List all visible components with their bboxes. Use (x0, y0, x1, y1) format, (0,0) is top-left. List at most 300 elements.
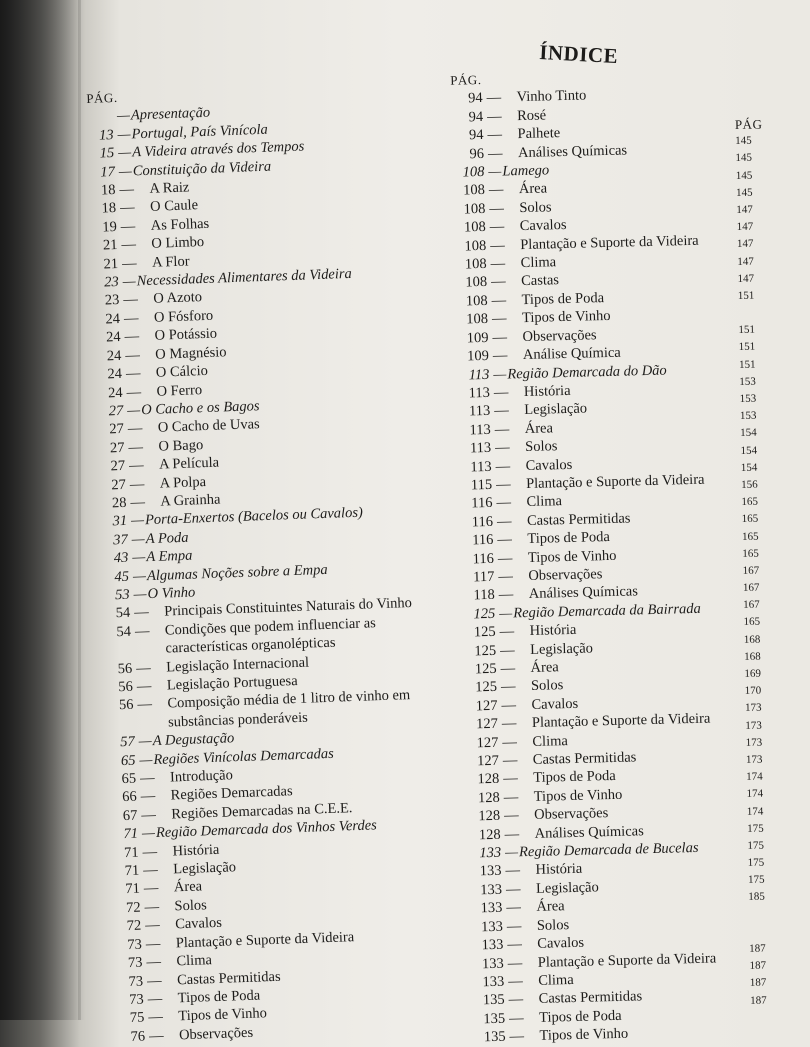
subsection-title: O Azoto (145, 289, 202, 309)
subsection-title: Vinho Tinto (508, 87, 586, 107)
page-number: 19 (90, 218, 121, 237)
dash-separator: — (491, 291, 513, 310)
dash-separator: — (149, 1026, 172, 1045)
page-number: 170 (745, 683, 762, 700)
subsection-title: Palhete (509, 124, 560, 144)
dash-separator: — (499, 604, 513, 623)
page-number: 109 (446, 328, 492, 348)
page-number: 165 (742, 545, 759, 562)
page-number: 21 (91, 236, 122, 255)
page-number: 125 (454, 641, 500, 661)
page-number: 71 (114, 880, 145, 899)
dash-separator: — (128, 438, 151, 457)
page-number: 27 (99, 457, 130, 476)
page-number: 24 (95, 346, 126, 365)
dash-separator: — (507, 935, 529, 954)
page-number: 151 (738, 288, 755, 305)
subsection-title: Área (528, 897, 565, 916)
subsection-title: Castas Permitidas (525, 748, 637, 769)
subsection-title: Tipos de Poda (169, 986, 260, 1008)
page-number: 13 (87, 126, 118, 145)
page-number: 116 (451, 531, 497, 551)
dash-separator: — (492, 310, 514, 329)
dash-separator: — (133, 585, 148, 604)
dash-separator: — (490, 236, 512, 255)
index-column-2 (440, 65, 764, 1047)
subsection-title: Clima (168, 951, 212, 971)
pag-header: PÁG. (440, 65, 740, 91)
subsection-title: substâncias ponderáveis (160, 708, 308, 732)
dash-separator: — (495, 457, 517, 476)
page-number: 28 (100, 494, 131, 513)
subsection-title: Legislação Internacional (158, 653, 309, 677)
subsection-title: A Flor (144, 252, 190, 272)
index-entry (742, 545, 802, 563)
index-entry (750, 974, 810, 992)
subsection-title: Regiões Demarcadas na C.E.E. (163, 799, 353, 824)
page-number: 24 (96, 365, 127, 384)
index-entry (749, 940, 809, 958)
page-number: 173 (745, 700, 762, 717)
page-edge (78, 0, 81, 1020)
page-number: 135 (463, 1009, 509, 1029)
dash-separator: — (496, 475, 518, 494)
dash-separator: — (146, 934, 169, 953)
page-number: 153 (740, 408, 757, 425)
page-number: 175 (748, 872, 765, 889)
page-number: 72 (114, 898, 145, 917)
section-title: A Empa (146, 547, 193, 567)
dash-separator: — (142, 824, 157, 843)
page-number: 108 (442, 163, 488, 183)
page-number: 151 (738, 322, 755, 339)
dash-separator: — (500, 659, 522, 678)
index-entry (740, 407, 800, 425)
index-entry (742, 510, 802, 528)
dash-separator: — (146, 953, 169, 972)
page-number: 24 (94, 310, 125, 329)
dash-separator: — (496, 494, 518, 513)
page-number: 175 (748, 855, 765, 872)
subsection-title: Área (511, 180, 548, 199)
page-number: 145 (736, 167, 753, 184)
subsection-title: O Fósforo (146, 307, 214, 328)
page-number: 56 (107, 696, 138, 715)
page-number: 56 (106, 659, 137, 678)
page-number: 127 (457, 752, 503, 772)
page-number: 168 (744, 631, 761, 648)
dash-separator: — (493, 346, 515, 365)
page-number: 73 (117, 972, 148, 991)
page-number: 133 (460, 881, 506, 901)
index-column-1 (86, 78, 469, 1047)
page-number: 108 (444, 236, 490, 256)
subsection-title: Observações (514, 326, 597, 346)
subsection-title: O Caule (142, 197, 199, 217)
dash-separator: — (488, 163, 502, 182)
page-number: 147 (736, 202, 753, 219)
subsection-title: Plantação e Suporte da Videira (168, 928, 355, 953)
subsection-title: Composição média de 1 litro de vinho em (159, 686, 410, 713)
page-number: 54 (105, 622, 136, 641)
page-number: 56 (107, 678, 138, 697)
page-number: 128 (458, 807, 504, 827)
page-number: 175 (747, 820, 764, 837)
page-number: 167 (743, 597, 760, 614)
dash-separator: — (501, 696, 523, 715)
index-entry (745, 716, 805, 734)
page-number: 125 (454, 660, 500, 680)
section-title: Região Demarcada dos Vinhos Verdes (156, 817, 377, 843)
page-number: 165 (742, 511, 759, 528)
index-entry (748, 871, 808, 889)
dash-separator: — (128, 419, 151, 438)
page-number: 133 (462, 973, 508, 993)
dash-separator: — (502, 714, 524, 733)
page-number: 173 (746, 752, 763, 769)
subsection-title: Solos (523, 677, 564, 696)
section-title: A Degustação (152, 729, 234, 750)
page-number: 109 (447, 347, 493, 367)
index-entry (740, 441, 800, 459)
index-entry (749, 957, 809, 975)
subsection-title: O Bago (150, 436, 203, 456)
page-number: 118 (453, 586, 499, 606)
page-number: 23 (92, 273, 123, 292)
index-entry (740, 424, 800, 442)
index-entry (747, 820, 807, 838)
dash-separator: — (121, 235, 144, 254)
index-entry (736, 167, 796, 185)
dash-separator (138, 714, 161, 733)
page-number: 23 (93, 291, 124, 310)
dash-separator: — (131, 530, 146, 549)
section-title: Algumas Noções sobre a Empa (147, 560, 328, 585)
section-title: O Cacho e os Bagos (141, 397, 260, 420)
page-number: 127 (456, 715, 502, 735)
subsection-title: Tipos de Poda (519, 528, 610, 549)
dash-separator: — (500, 641, 522, 660)
page-number: 153 (740, 391, 757, 408)
dash-separator: — (126, 364, 149, 383)
subsection-title: Observações (526, 804, 609, 824)
page-number: 145 (735, 133, 752, 150)
page-number: 43 (102, 549, 133, 568)
section-title: O Vinho (147, 583, 195, 603)
dash-separator: — (144, 898, 167, 917)
page-number: 187 (749, 941, 766, 958)
section-title: Apresentação (131, 104, 211, 125)
page-number: 116 (450, 494, 496, 514)
subsection-title: Análise Química (515, 344, 621, 365)
subsection-title: O Limbo (143, 233, 204, 254)
page-number: 168 (744, 648, 761, 665)
dash-separator: — (487, 107, 509, 126)
dash-separator: — (497, 530, 519, 549)
index-entry (739, 356, 799, 374)
page-number: 108 (443, 181, 489, 201)
subsection-title: O Cálcio (148, 362, 209, 382)
page-number: 27 (98, 438, 129, 457)
page-number: 165 (741, 494, 758, 511)
page-number: 127 (455, 697, 501, 717)
page-number: 145 (736, 184, 753, 201)
dash-separator: — (502, 733, 524, 752)
dash-separator: — (494, 402, 516, 421)
dash-separator: — (492, 328, 514, 347)
dash-separator: — (120, 199, 143, 218)
dash-separator: — (133, 567, 148, 586)
page-number: 71 (112, 843, 143, 862)
index-entry (743, 579, 803, 597)
page-number (87, 107, 118, 126)
page-number: 53 (103, 586, 134, 605)
dash-separator: — (490, 254, 512, 273)
subsection-title: Plantação e Suporte da Videira (518, 471, 705, 494)
index-entry (749, 905, 809, 923)
page-number: 31 (101, 512, 132, 531)
index-entry (743, 596, 803, 614)
page-number: 185 (748, 889, 765, 906)
index-entry (736, 184, 796, 202)
dash-separator: — (137, 695, 160, 714)
index-entry (744, 665, 804, 683)
subsection-title: Tipos de Vinho (520, 546, 617, 567)
index-entry (735, 132, 795, 150)
subsection-title: A Raiz (141, 178, 189, 198)
page-number: 167 (743, 580, 760, 597)
page-number: 18 (89, 181, 120, 200)
index-entry (747, 837, 807, 855)
index-entry (746, 768, 806, 786)
page-number: 147 (737, 253, 754, 270)
page-number: 24 (96, 383, 127, 402)
subsection-title: Castas Permitidas (169, 967, 281, 989)
subsection-title: Observações (171, 1023, 254, 1044)
index-entry (739, 338, 799, 356)
subsection-title: Introdução (162, 766, 233, 787)
index-entry (737, 235, 797, 253)
dash-separator: — (505, 862, 527, 881)
subsection-title: O Potássio (146, 325, 217, 346)
dash-separator: — (148, 1008, 171, 1027)
page-number: 147 (737, 219, 754, 236)
dash-separator: — (134, 603, 157, 622)
subsection-title: O Cacho de Uvas (150, 415, 260, 437)
dash-separator: — (117, 107, 132, 126)
dash-separator (135, 640, 158, 659)
page-number: 187 (749, 958, 766, 975)
dash-separator: — (141, 806, 164, 825)
index-entry (735, 149, 795, 167)
page-number: 167 (743, 563, 760, 580)
subsection-title: Observações (520, 565, 603, 585)
page-number (105, 641, 136, 660)
section-title: A Poda (145, 528, 188, 548)
page-number: 45 (103, 567, 134, 586)
page-number: 154 (740, 425, 757, 442)
dash-separator: — (138, 732, 153, 751)
page-number: 113 (449, 457, 495, 477)
pag-header: PÁG (735, 115, 795, 133)
dash-separator: — (125, 346, 148, 365)
page-number: 147 (737, 236, 754, 253)
subsection-title: Cavalos (512, 216, 567, 236)
page-number: 73 (117, 990, 148, 1009)
page-number: 21 (92, 255, 123, 274)
page-number: 147 (737, 270, 754, 287)
page-number: 72 (115, 917, 146, 936)
subsection-title: Solos (529, 916, 570, 935)
subsection-title: Área (522, 658, 559, 677)
index-entry (738, 287, 798, 305)
subsection-title: Análises Químicas (526, 822, 644, 843)
section-title: Porta-Enxertos (Bacelos ou Cavalos) (145, 504, 363, 530)
dash-separator: — (505, 843, 519, 862)
index-entry (743, 613, 803, 631)
page-number: 173 (745, 717, 762, 734)
page-number: 67 (111, 806, 142, 825)
dash-separator: — (487, 126, 509, 145)
page-number (108, 714, 139, 733)
page-number: 125 (453, 604, 499, 624)
subsection-title: Análises Químicas (521, 583, 639, 604)
dash-separator: — (140, 787, 163, 806)
page-number: 75 (118, 1009, 149, 1028)
dash-separator: — (508, 972, 530, 991)
dash-separator: — (118, 144, 133, 163)
subsection-title: História (521, 621, 576, 641)
page-number: 73 (116, 935, 147, 954)
dash-separator: — (488, 144, 510, 163)
subsection-title: Cavalos (523, 695, 578, 715)
subsection-title: História (527, 860, 582, 880)
index-entry (736, 201, 796, 219)
subsection-title: Tipos de Poda (531, 1007, 622, 1028)
index-entry (746, 785, 806, 803)
page-number: 127 (456, 733, 502, 753)
subsection-title: A Película (151, 454, 220, 475)
dash-separator: — (136, 658, 159, 677)
page-number: 133 (462, 954, 508, 974)
index-rows (87, 96, 470, 1046)
dash-separator: — (491, 273, 513, 292)
dash-separator: — (129, 456, 152, 475)
dash-separator: — (124, 327, 147, 346)
subsection-title: Legislação (165, 858, 236, 879)
page-number: 113 (447, 365, 493, 385)
dash-separator: — (501, 678, 523, 697)
page-number: 113 (448, 384, 494, 404)
index-entry (746, 751, 806, 769)
dash-separator: — (504, 788, 526, 807)
section-title: Região Demarcada do Dão (507, 361, 667, 383)
dash-separator: — (503, 751, 525, 770)
page-number: 108 (445, 273, 491, 293)
section-title: Lamego (502, 161, 549, 181)
page-number: 135 (462, 991, 508, 1011)
subsection-title: Cavalos (517, 455, 572, 475)
page-number: 27 (97, 402, 128, 421)
page-number: 57 (108, 733, 139, 752)
subsection-title: Regiões Demarcadas (162, 783, 293, 806)
index-entry (748, 854, 808, 872)
page-number: 174 (747, 803, 764, 820)
index-entry (737, 218, 797, 236)
subsection-title: Área (517, 419, 554, 438)
page-number: 66 (110, 788, 141, 807)
subsection-title: Análises Químicas (510, 141, 628, 162)
subsection-title: O Magnésio (147, 343, 227, 364)
page-number: 73 (116, 954, 147, 973)
page-number: 174 (746, 786, 763, 803)
page-number: 108 (444, 255, 490, 275)
subsection-title: Clima (518, 492, 562, 511)
subsection-title: Tipos de Poda (513, 289, 604, 310)
page-number: 173 (746, 734, 763, 751)
index-entry (746, 734, 806, 752)
page-number: 71 (112, 825, 143, 844)
subsection-title: Principais Constituintes Naturais do Vinho (156, 594, 412, 621)
subsection-title: Tipos de Vinho (514, 307, 611, 328)
index-entry (742, 527, 802, 545)
index-entry (744, 648, 804, 666)
page-number: 151 (739, 339, 756, 356)
page-number: 187 (750, 975, 767, 992)
page-number: 175 (747, 837, 764, 854)
subsection-title: Tipos de Vinho (170, 1005, 267, 1027)
subsection-title: Legislação Portuguesa (159, 672, 298, 695)
page-number: 76 (119, 1027, 150, 1046)
page-number: 108 (444, 218, 490, 238)
dash-separator: — (129, 474, 152, 493)
section-title: A Videira através dos Tempos (132, 138, 305, 162)
dash-separator: — (499, 586, 521, 605)
dash-separator: — (498, 549, 520, 568)
subsection-title: Castas (513, 272, 559, 292)
page-number: 165 (742, 528, 759, 545)
page-number: 71 (113, 862, 144, 881)
subsection-title: Solos (511, 198, 552, 217)
dash-separator: — (509, 1009, 531, 1028)
index-entry (749, 923, 809, 941)
page-number: 133 (460, 899, 506, 919)
subsection-title: Plantação e Suporte da Videira (524, 710, 711, 733)
pag-header: PÁG. (86, 78, 436, 109)
page-number: 153 (739, 374, 756, 391)
page-number: 135 (463, 1028, 509, 1047)
dash-separator: — (143, 861, 166, 880)
dash-separator: — (486, 89, 508, 108)
index-entry (744, 631, 804, 649)
dash-separator: — (509, 1027, 531, 1046)
dash-separator: — (119, 180, 142, 199)
index-entry (745, 682, 805, 700)
index-entry (740, 390, 800, 408)
subsection-title: Legislação (516, 400, 587, 420)
subsection-title: Castas Permitidas (519, 509, 631, 530)
section-title: Necessidades Alimentares da Videira (136, 265, 352, 291)
page-number: 94 (440, 89, 486, 109)
subsection-title: Rosé (509, 106, 546, 125)
subsection-title: História (516, 382, 571, 402)
page-number: 156 (741, 477, 758, 494)
dash-separator: — (503, 770, 525, 789)
dash-separator: — (122, 272, 137, 291)
page-number: 125 (453, 623, 499, 643)
dash-separator: — (493, 365, 507, 384)
subsection-title: A Polpa (151, 473, 206, 493)
